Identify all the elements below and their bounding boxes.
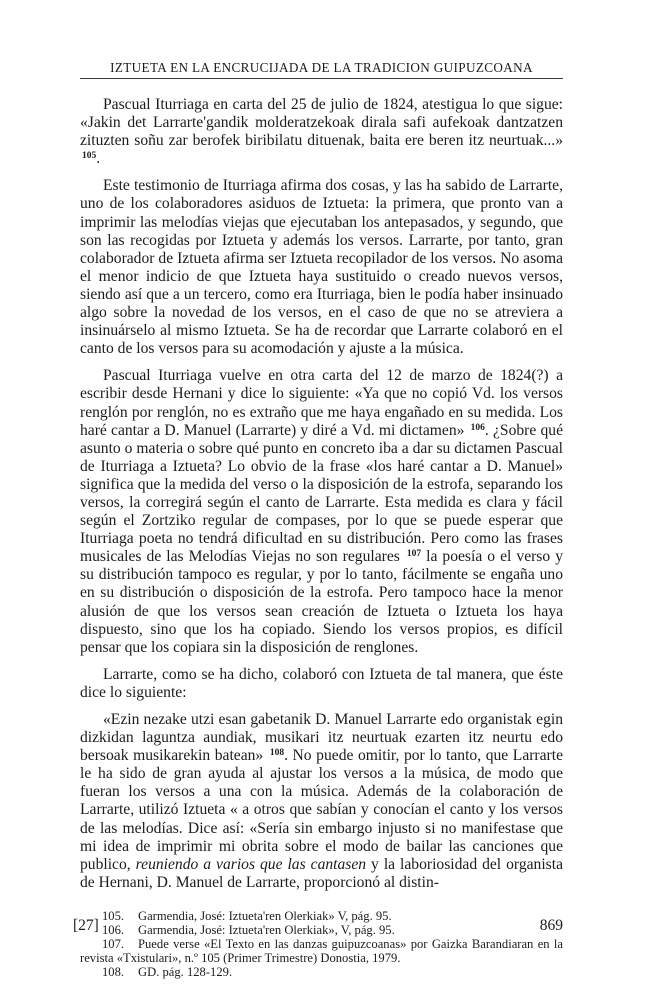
footnote-text: Garmendia, José: Iztueta'ren Olerkiak», V, pág. 95.: [138, 922, 395, 937]
paragraph-basque-quote: [80, 711, 563, 892]
footnote-106: [80, 923, 563, 937]
footnote-number: 105.: [102, 908, 125, 923]
footnote-number: 108.: [102, 964, 125, 979]
page-number: 869: [539, 917, 563, 934]
footnote-reference: 105: [82, 151, 97, 162]
running-head: IZTUETA EN LA ENCRUCIJADA DE LA TRADICION GUIPUZCOANA: [80, 60, 563, 79]
paragraph-text: Pascual Iturriaga en carta del 25 de julio de 1824, atestigua lo que sigue: «Jakin det Larrarte'gandik molderatzekoak dirala safi aufekoak dantzatzen zituzten soñu zar berofek biribilatu dituenak, baita ere beren itz neurtuak...»: [80, 96, 563, 150]
paragraph-text: Pascual Iturriaga vuelve en otra carta del 12 de marzo de 1824(?) a escribir desde Hernani y dice lo siguiente: «Ya que no copió Vd. los versos renglón por renglón, no es extraño que me haya engañado en su medida. Los haré cantar a D. Manuel (Larrarte) y diré a Vd. mi dictamen»: [80, 367, 563, 439]
footnote-number: 107.: [102, 936, 125, 951]
paragraph: [80, 177, 563, 358]
paragraph: [80, 367, 563, 657]
footnote-reference: 106: [470, 422, 485, 433]
body-text: [80, 96, 563, 892]
footnote-107: [80, 937, 563, 965]
footnote-text: GD. pág. 128-129.: [138, 964, 233, 979]
footnote-105: [80, 909, 563, 923]
section-number: [27]: [73, 917, 99, 934]
paragraph-text: Larrarte, como se ha dicho, colaboró con Iztueta de tal manera, que éste dice lo siguiente:: [80, 665, 563, 701]
footnote-text: Puede verse «El Texto en las danzas guipuzcoanas» por Gaizka Barandiaran en la revista «Txistulari», n.º 105 (Primer Trimestre) Donostia, 1979.: [80, 936, 563, 965]
paragraph: [80, 666, 563, 702]
paragraph-text: .: [96, 150, 101, 168]
footnote-reference: 107: [406, 549, 422, 560]
paragraph-text: Este testimonio de Iturriaga afirma dos cosas, y las ha sabido de Larrarte, uno de los colaboradores asiduos de Iztueta: la primera, que pronto van a imprimir las melodías viejas que ejecutaban los antepasados, y segundo, que son las recogidas por Iztueta y además los versos. Larrarte, por tanto, gran colaborador de Iztueta afirma ser Iztueta recopilador de los versos. No asoma el menor indicio de que Iztueta haya sustituido o creado nuevos versos, siendo así que a un tercero, como era Iturriaga, bien le podía haber insinuado algo sobre la novedad de los versos, en el caso de que no se atreviera a insinuárselo al mismo Iztueta. Se ha de recordar que Larrarte colaboró en el canto de los versos para su acomodación y ajuste a la música.: [80, 177, 563, 358]
paragraph-text: «Ezin nezake utzi esan gabetanik D. Manuel Larrarte edo organistak egin dizkidan laguntza aundiak, musikari itz neurtuak ezarten itz neurtu edo bersoak musikarekin batean»: [80, 711, 563, 765]
footnotes: [80, 909, 563, 979]
footnote-108: [80, 965, 563, 979]
paragraph-text: . No puede omitir, por lo tanto, que Larrarte le ha sido de gran ayuda al ajustar los versos a la música, de modo que fueran los versos a una con la música. Además de la colaboración de Larrarte, utilizó Iztueta « a otros que sabían y conocían el canto y los versos de las melodías. Dice así: «Sería sin embargo injusto si no manifestase que mi idea de imprimir mi obrita sobre el modo de bailar las canciones que publico,: [80, 747, 563, 873]
footnote-text: Garmendia, José: Iztueta'ren Olerkiak» V, pág. 95.: [138, 908, 392, 923]
footnote-number: 106.: [102, 922, 125, 937]
page-content: [80, 60, 563, 979]
paragraph-text: y la laboriosidad del organista de Hernani, D. Manuel de Larrarte, proporcionó al distin-: [80, 855, 563, 891]
footnote-reference: 108: [269, 748, 285, 759]
paragraph: [80, 96, 563, 168]
paragraph-text: la poesía o el verso y su distribución tampoco es regular, y por lo tanto, fácilmente se engaña uno en su distribución o disposición de la estrofa. Pero tampoco hace la menor alusión de que los versos sean creación de Iztueta o Iztueta los haya dispuesto, sino que los ha copiado. Siendo los versos propios, es difícil pensar que los copiara sin la disposición de renglones.: [80, 548, 563, 656]
paragraph-text: . ¿Sobre qué asunto o materia o sobre qué punto en concreto iba a dar su dictamen Pascual de Iturriaga a Iztueta? Lo obvio de la frase «los haré cantar a D. Manuel» significa que la medida del verso o la disposición de la estrofa, separando los versos, la corregirá según el canto de Larrarte. Esta medida es clara y fácil según el Zortziko regular de compases, por lo que se puede esperar que Iturriaga poeta no tendrá dificultad en su distribución. Pero como las frases musicales de las Melodías Viejas no son regulares: [80, 421, 564, 566]
italic-emphasis: reuniendo a varios que las cantasen: [135, 855, 367, 873]
